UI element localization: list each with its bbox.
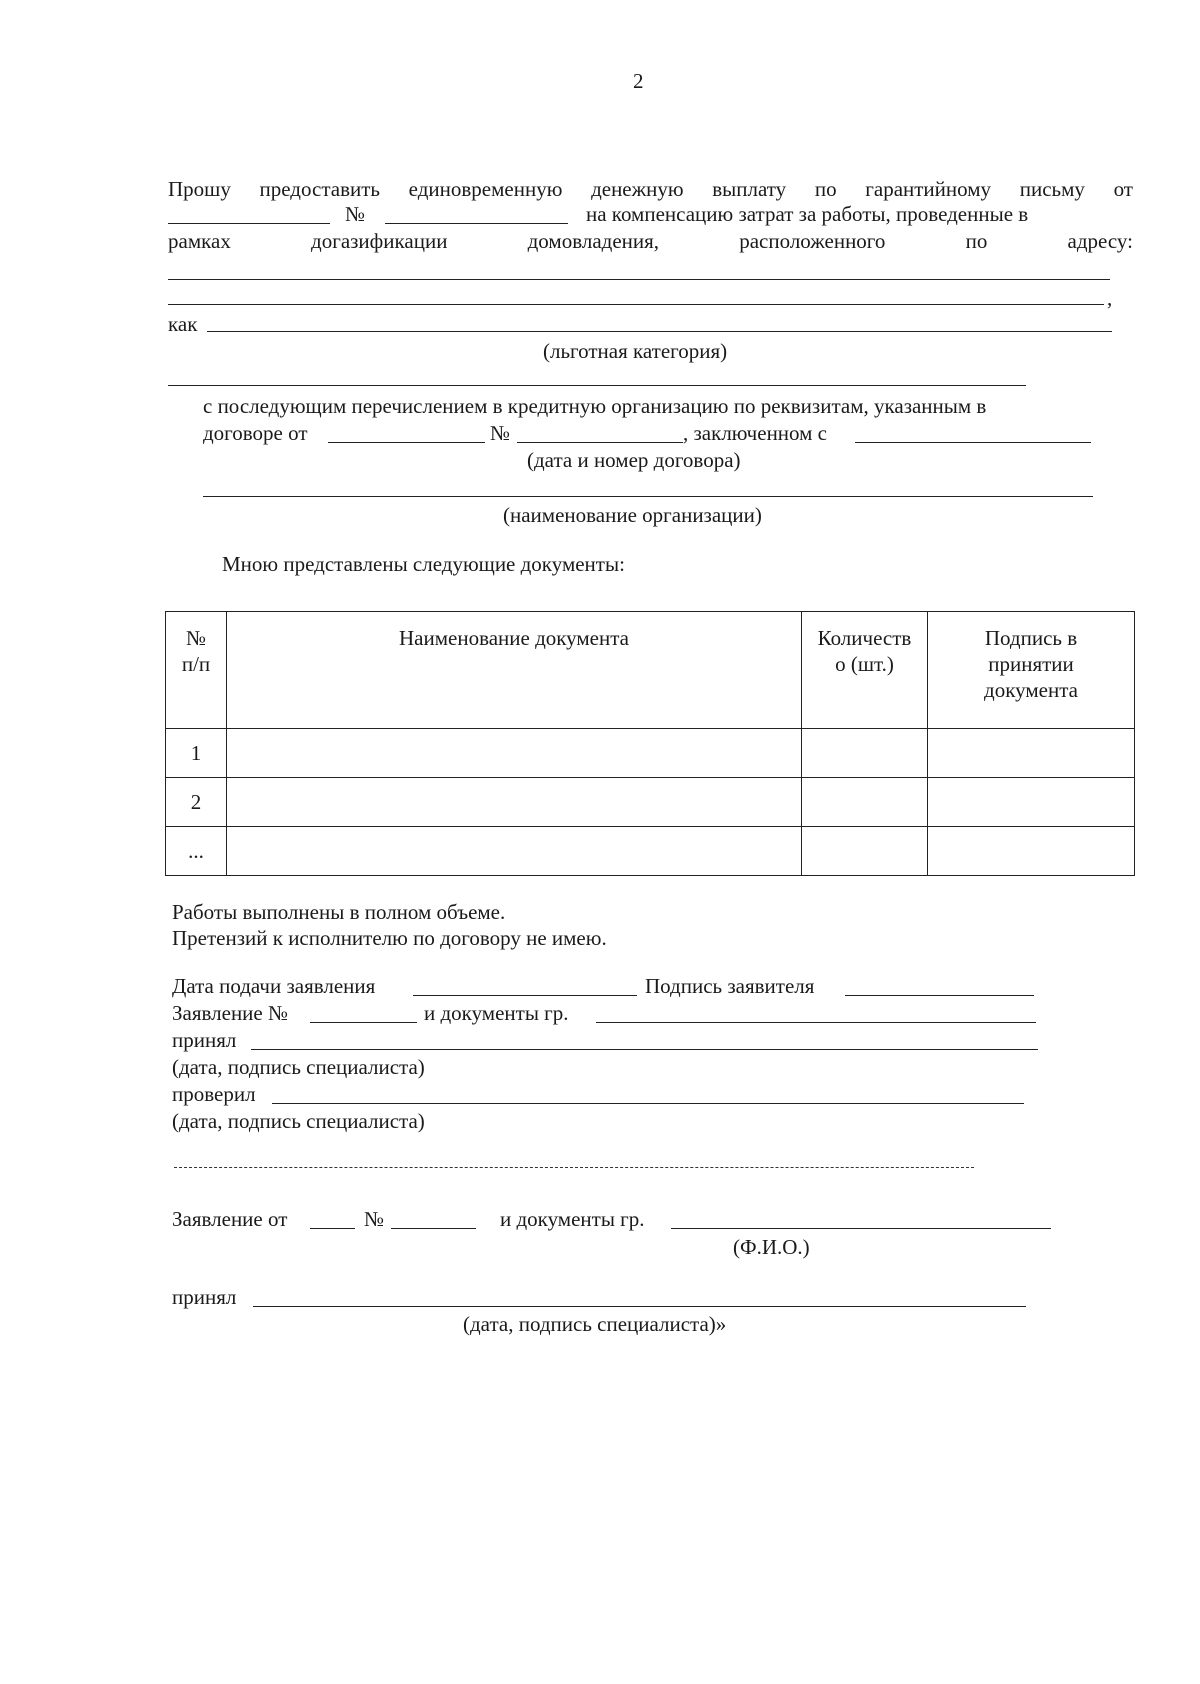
quantity-cell[interactable] bbox=[802, 729, 928, 778]
benefit-category-caption: (льготная категория) bbox=[543, 339, 728, 363]
receipt-no-sign: № bbox=[364, 1207, 385, 1231]
contract-date-blank[interactable] bbox=[328, 442, 485, 443]
contract-caption: (дата и номер договора) bbox=[527, 448, 741, 472]
receipt-accepted-label: принял bbox=[172, 1285, 237, 1309]
submission-date-label: Дата подачи заявления bbox=[172, 974, 376, 998]
contract-number-blank[interactable] bbox=[517, 442, 683, 443]
accepted-label: принял bbox=[172, 1028, 237, 1052]
receipt-accepted-blank[interactable] bbox=[253, 1306, 1026, 1307]
application-no-label: Заявление № bbox=[172, 1001, 289, 1025]
signature-cell[interactable] bbox=[928, 827, 1135, 876]
letter-no-sign: № bbox=[345, 202, 366, 226]
benefit-extra-line[interactable] bbox=[168, 385, 1026, 386]
receipt-name-blank[interactable] bbox=[671, 1228, 1051, 1229]
application-no-blank[interactable] bbox=[310, 1022, 417, 1023]
document-name-cell[interactable] bbox=[227, 827, 802, 876]
accepted-caption: (дата, подпись специалиста) bbox=[172, 1055, 425, 1079]
signature-cell[interactable] bbox=[928, 778, 1135, 827]
table-row bbox=[166, 729, 1135, 778]
quantity-cell[interactable] bbox=[802, 827, 928, 876]
receipt-application-from-label: Заявление от bbox=[172, 1207, 288, 1231]
request-line-1: Прошу предоставить единовременную денежную выплату по гарантийному письму от bbox=[168, 177, 1133, 201]
letter-number-blank[interactable] bbox=[385, 223, 568, 224]
row-number: 1 bbox=[166, 729, 227, 778]
receipt-date-blank[interactable] bbox=[310, 1228, 355, 1229]
organization-line[interactable] bbox=[203, 496, 1093, 497]
kak-label: как bbox=[168, 312, 198, 336]
applicant-signature-label: Подпись заявителя bbox=[645, 974, 815, 998]
row-number: 2 bbox=[166, 778, 227, 827]
documents-intro: Мною представлены следующие документы: bbox=[222, 552, 625, 576]
organization-caption: (наименование организации) bbox=[503, 503, 762, 527]
document-name-cell[interactable] bbox=[227, 729, 802, 778]
document-name-cell[interactable] bbox=[227, 778, 802, 827]
fio-caption: (Ф.И.О.) bbox=[733, 1235, 810, 1259]
letter-date-blank[interactable] bbox=[168, 223, 330, 224]
documents-table bbox=[165, 611, 1135, 876]
col-header-qty: Количеств о (шт.) bbox=[802, 612, 928, 729]
no-claims-text: Претензий к исполнителю по договору не имею. bbox=[172, 926, 607, 950]
signature-cell[interactable] bbox=[928, 729, 1135, 778]
receipt-accepted-caption: (дата, подпись специалиста)» bbox=[463, 1312, 727, 1336]
page-number: 2 bbox=[633, 69, 644, 93]
request-line-3: рамках догазификации домовладения, расположенного по адресу: bbox=[168, 229, 1133, 253]
quantity-cell[interactable] bbox=[802, 778, 928, 827]
col-header-sign: Подпись в принятии документа bbox=[928, 612, 1135, 729]
applicant-signature-blank[interactable] bbox=[845, 995, 1034, 996]
contract-from-label: договоре от bbox=[203, 421, 308, 445]
submission-date-blank[interactable] bbox=[413, 995, 637, 996]
col-header-name: Наименование документа bbox=[227, 612, 802, 729]
row-number: ... bbox=[166, 827, 227, 876]
table-row bbox=[166, 827, 1135, 876]
works-done-text: Работы выполнены в полном объеме. bbox=[172, 900, 506, 924]
request-line-2-text: на компенсацию затрат за работы, проведенные в bbox=[586, 202, 1029, 226]
table-row bbox=[166, 778, 1135, 827]
col-header-num: № п/п bbox=[166, 612, 227, 729]
address-line-2[interactable] bbox=[168, 304, 1104, 305]
concluded-with-blank[interactable] bbox=[855, 442, 1091, 443]
and-documents-label: и документы гр. bbox=[424, 1001, 569, 1025]
benefit-category-line[interactable] bbox=[207, 331, 1112, 332]
checked-blank[interactable] bbox=[272, 1103, 1024, 1104]
concluded-with-label: , заключенном с bbox=[683, 421, 828, 445]
accepted-blank[interactable] bbox=[251, 1049, 1038, 1050]
checked-label: проверил bbox=[172, 1082, 256, 1106]
applicant-name-blank[interactable] bbox=[596, 1022, 1036, 1023]
contract-no-sign: № bbox=[490, 421, 511, 445]
tear-off-line bbox=[174, 1167, 974, 1168]
receipt-number-blank[interactable] bbox=[391, 1228, 476, 1229]
receipt-and-documents-label: и документы гр. bbox=[500, 1207, 645, 1231]
address-comma: , bbox=[1107, 286, 1113, 310]
table-header-row bbox=[166, 612, 1135, 729]
address-line-1[interactable] bbox=[168, 279, 1110, 280]
transfer-line-1: с последующим перечислением в кредитную организацию по реквизитам, указанным в bbox=[203, 394, 987, 418]
checked-caption: (дата, подпись специалиста) bbox=[172, 1109, 425, 1133]
